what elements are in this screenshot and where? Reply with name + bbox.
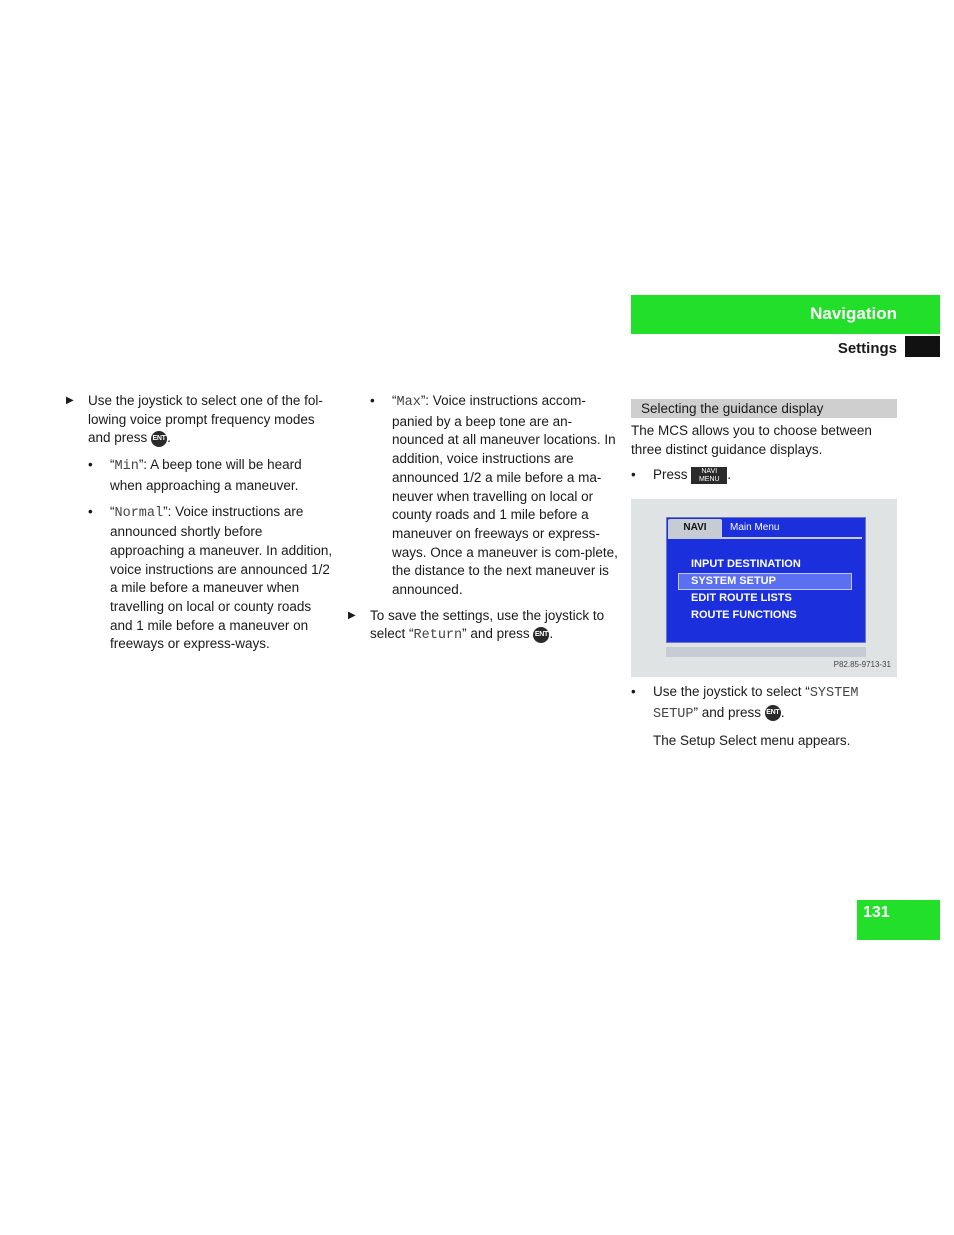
bullet-icon: • [88,457,93,473]
list-item: • “Max”: Voice instructions accom-panied by a beep tone are an-nounced at all maneuver locations. In addition, voice instructions are announced 1/2 a mile before a ma-neuver when travelling on local or county roads and 1 mile before a maneuver on freeways or express-ways. Once a maneuver is com-plete, the distance to the next maneuver is announced. [370,393,618,598]
screen-tab: NAVI [668,519,722,537]
list-item: • “Min”: A beep tone will be heard when approaching a maneuver. [88,457,302,493]
screen-menu-item: EDIT ROUTE LISTS [691,592,792,605]
ent-button-icon: ENT [765,705,781,721]
bullet-icon: • [631,684,636,700]
screen-title: Main Menu [730,522,780,534]
menu-option-max: Max [396,395,421,410]
list-item: • “Normal”: Voice instructions are announced shortly before approaching a maneuver. In addition, voice instructions are announced 1/2 a mile before a maneuver when travelling on local or county roads and 1 mile before a maneuver on freeways or express-ways. [88,503,333,652]
screen-menu-item: INPUT DESTINATION [691,558,801,571]
column-1 [66,392,336,661]
section-title: Navigation [810,304,897,324]
page-number: 131 [857,900,940,940]
ent-button-icon: ENT [533,627,549,643]
result-text: The Setup Select menu appears. [653,732,851,748]
screen-menu-item-selected: SYSTEM SETUP [691,575,776,588]
subsection-title: Settings [837,340,897,357]
menu-option-normal: Normal [114,505,164,521]
subsection-marker [905,336,940,357]
menu-option-system-setup: SYSTEM SETUP [653,686,859,722]
screen-divider [668,537,862,539]
list-item: • Press NAVI MENU . [631,467,732,484]
menu-option-min: Min [114,459,139,475]
section-heading: Selecting the guidance display [631,399,897,418]
step-text: Use the joystick to select one of the fol-lowing voice prompt frequency modes and press [88,393,323,446]
paragraph: The MCS allows you to choose between three distinct guidance displays. [631,423,872,457]
column-3 [631,392,897,750]
bullet-icon: • [370,393,375,408]
column-2 [348,392,618,654]
list-item: • Use the joystick to select “SYSTEM SETUP” and press ENT. [631,684,859,722]
section-header [631,295,940,334]
arrow-icon: ▶ [348,609,356,621]
arrow-icon: ▶ [66,395,74,406]
navi-menu-button-icon: NAVI MENU [691,467,727,484]
ent-button-icon: ENT [151,431,167,447]
bullet-icon: • [88,503,93,519]
screen-menu-item: ROUTE FUNCTIONS [691,609,797,622]
image-code: P82.85-9713-31 [833,660,891,670]
instruction-step: ▶ To save the settings, use the joystick to select “Return” and press ENT. [348,607,605,644]
instruction-step: ▶ Use the joystick to select one of the fol-lowing voice prompt frequency modes and press ENT. [66,393,323,446]
menu-option-return: Return [413,628,463,644]
bullet-icon: • [631,467,636,483]
navigation-screen-image [631,499,897,677]
